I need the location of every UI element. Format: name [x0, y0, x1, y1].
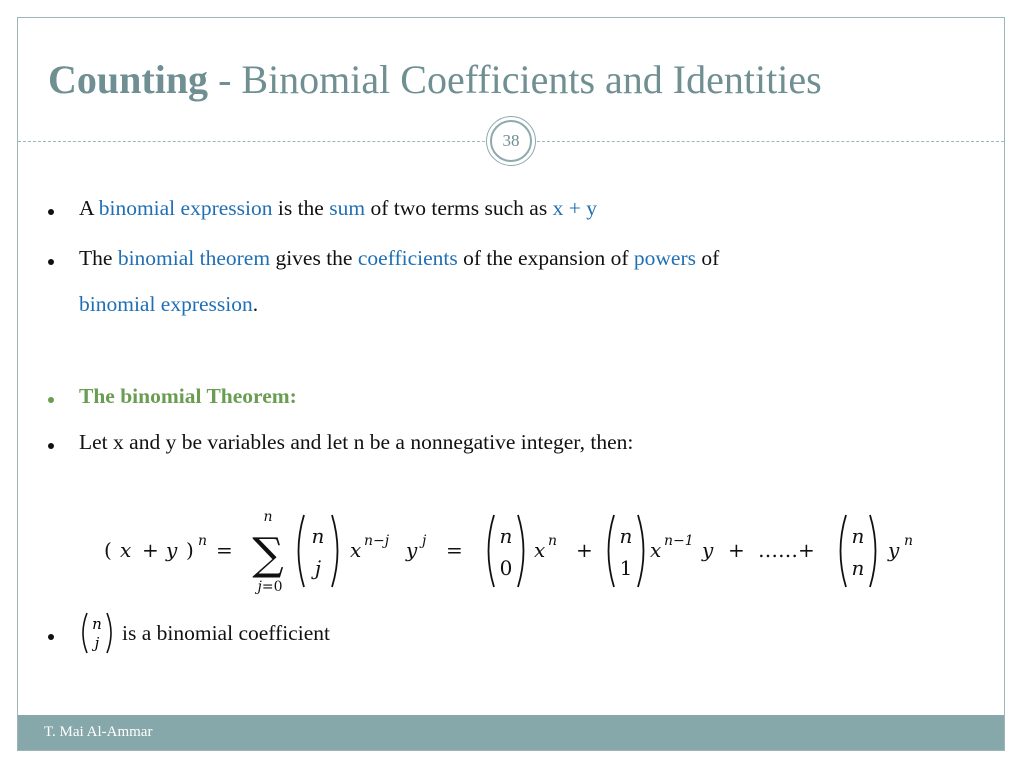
b2-powers: powers	[633, 246, 696, 270]
b2-t3: gives the	[270, 246, 358, 270]
svg-text:(: (	[104, 538, 112, 562]
svg-text:……+: ……+	[758, 538, 815, 562]
svg-text:x: x	[650, 538, 662, 562]
svg-text:n: n	[311, 524, 325, 548]
binomial-coefficient-symbol	[78, 609, 116, 657]
binomial-theorem-formula	[102, 505, 932, 605]
b2-coefficients: coefficients	[357, 246, 458, 270]
title-bold: Counting	[48, 57, 209, 102]
svg-text:=: =	[446, 538, 463, 562]
b1-xy: x + y	[552, 196, 597, 220]
svg-text:+: +	[142, 538, 159, 562]
b1-t1: A	[79, 196, 99, 220]
bullet-dot	[48, 397, 54, 403]
svg-text:=: =	[216, 538, 233, 562]
svg-text:y: y	[166, 538, 178, 562]
svg-text:n: n	[851, 556, 865, 580]
b2-t9: .	[252, 292, 259, 316]
svg-text:n: n	[851, 524, 865, 548]
svg-text:0: 0	[499, 556, 513, 580]
svg-text:n: n	[263, 509, 273, 525]
bullet-dot	[48, 634, 54, 640]
page-number-badge	[486, 116, 536, 166]
svg-text:j: j	[94, 634, 100, 652]
svg-text:x: x	[350, 538, 362, 562]
bullet-2-text	[79, 246, 719, 271]
svg-text:j: j	[314, 556, 322, 580]
svg-text:n−1: n−1	[664, 533, 694, 549]
svg-text:n: n	[904, 533, 914, 549]
bullet-4-text: Let x and y be variables and let n be a nonnegative integer, then:	[79, 430, 634, 454]
svg-text:j: j	[422, 533, 427, 549]
svg-text:x: x	[534, 538, 546, 562]
b1-binomial-expression: binomial expression	[98, 196, 273, 220]
svg-text:y: y	[888, 538, 900, 562]
b1-sum: sum	[329, 196, 366, 220]
footer-author: T. Mai Al-Ammar	[44, 724, 153, 740]
page-number: 38	[490, 120, 532, 162]
svg-text:n: n	[92, 615, 102, 633]
svg-text:n: n	[619, 524, 633, 548]
bullet-dot	[48, 209, 54, 215]
svg-text:n: n	[499, 524, 513, 548]
b2-t1: The	[79, 246, 118, 270]
svg-text:1: 1	[619, 556, 633, 580]
title-rest: - Binomial Coefficients and Identities	[208, 57, 822, 102]
svg-text:∑: ∑	[252, 529, 284, 580]
bullet-2-continued	[79, 292, 258, 317]
b2-binomial-expression: binomial expression	[79, 292, 253, 316]
bullet-dot	[48, 259, 54, 265]
b1-t3: is the	[272, 196, 330, 220]
bullet-dot	[48, 443, 54, 449]
b2-t7: of	[696, 246, 720, 270]
b1-t5: of two terms such as	[365, 196, 553, 220]
footer-bar	[18, 715, 1004, 750]
svg-text:): )	[186, 538, 194, 562]
svg-text:y: y	[702, 538, 714, 562]
bullet-5-text: is a binomial coefficient	[122, 621, 330, 645]
b2-binomial-theorem: binomial theorem	[117, 246, 271, 270]
theorem-heading: The binomial Theorem:	[79, 384, 297, 408]
svg-text:+: +	[576, 538, 593, 562]
svg-text:j=0: j=0	[257, 579, 283, 595]
svg-text:n−j: n−j	[364, 533, 390, 549]
svg-text:+: +	[728, 538, 745, 562]
svg-text:y: y	[406, 538, 418, 562]
bullet-1-text	[79, 196, 597, 221]
svg-text:x: x	[120, 538, 132, 562]
svg-text:n: n	[548, 533, 558, 549]
slide-title	[48, 56, 822, 103]
svg-text:n: n	[198, 533, 208, 549]
b2-t5: of the expansion of	[457, 246, 634, 270]
